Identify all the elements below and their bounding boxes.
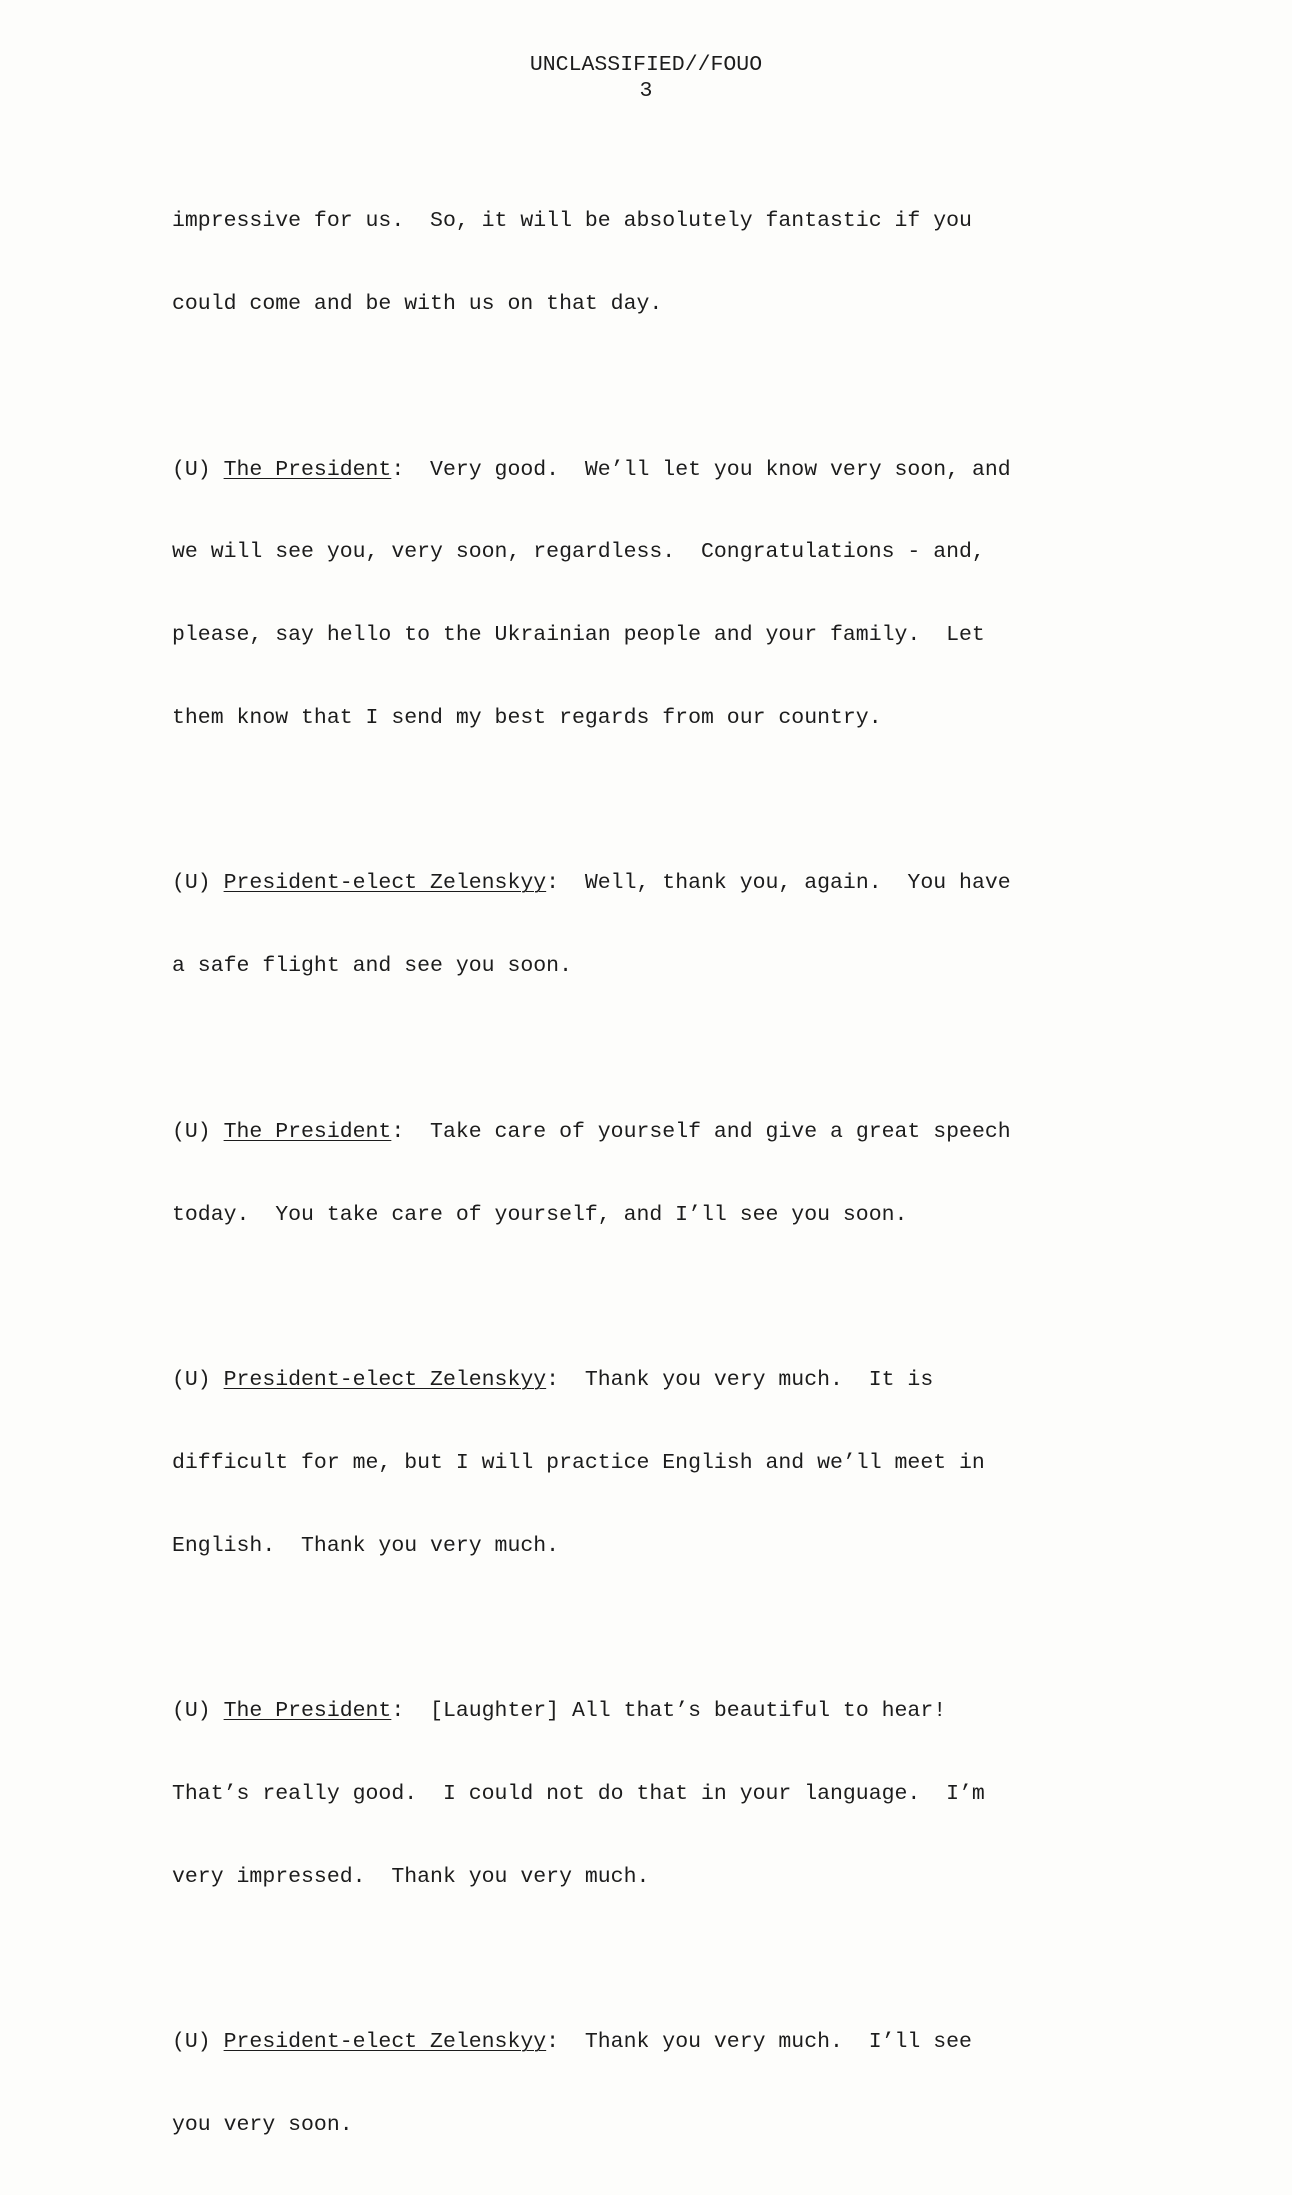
text-line: difficult for me, but I will practice English and we’ll meet in (172, 1450, 985, 1475)
utterance-start: : [Laughter] All that’s beautiful to hear! (391, 1699, 947, 1724)
utterance-start: : Take care of yourself and give a great speech (391, 1119, 1011, 1144)
utterance-start: : Very good. We’ll let you know very soon, and (391, 457, 1011, 482)
transcript-paragraph (172, 401, 1172, 787)
text-line: very impressed. Thank you very much. (172, 1864, 650, 1889)
first-line (172, 1367, 1172, 1395)
utterance-start: : Thank you very much. I’ll see (546, 2030, 972, 2055)
transcript-paragraph (172, 1974, 1172, 2195)
text-line: today. You take care of yourself, and I’ll see you soon. (172, 1202, 908, 1227)
text-line: we will see you, very soon, regardless. Congratulations - and, (172, 540, 985, 565)
text-line: a safe flight and see you soon. (172, 954, 572, 979)
transcript-paragraph (172, 1643, 1172, 1947)
text-line: That’s really good. I could not do that in your language. I’m (172, 1782, 985, 1807)
text-line: could come and be with us on that day. (172, 291, 663, 316)
transcript-body (172, 153, 1172, 2195)
utterance-start: : Thank you very much. It is (546, 1368, 934, 1393)
classification-tag: (U) (172, 457, 224, 482)
text-line: you very soon. (172, 2113, 353, 2138)
first-line (172, 870, 1172, 898)
first-line (172, 2029, 1172, 2057)
speaker-name: President-elect Zelenskyy (223, 871, 547, 896)
classification-tag: (U) (172, 1699, 224, 1724)
first-line (172, 1119, 1172, 1147)
text-line: impressive for us. So, it will be absolutely fantastic if you (172, 209, 972, 234)
text-line: please, say hello to the Ukrainian people and your family. Let (172, 623, 985, 648)
speaker-name: The President (223, 457, 392, 482)
transcript-paragraph-continuation (172, 153, 1172, 374)
speaker-name: President-elect Zelenskyy (223, 2030, 547, 2055)
classification-tag: (U) (172, 2030, 224, 2055)
page-header (0, 52, 1292, 104)
classification-marking: UNCLASSIFIED//FOUO (529, 53, 763, 77)
utterance-start: : Well, thank you, again. You have (546, 871, 1011, 896)
classification-tag: (U) (172, 1119, 224, 1144)
text-line: them know that I send my best regards from our country. (172, 705, 882, 730)
classification-tag: (U) (172, 871, 224, 896)
speaker-name: President-elect Zelenskyy (223, 1368, 547, 1393)
speaker-name: The President (223, 1699, 392, 1724)
transcript-paragraph (172, 1312, 1172, 1616)
first-line (172, 1698, 1172, 1726)
transcript-paragraph (172, 1064, 1172, 1285)
first-line (172, 457, 1172, 485)
classification-tag: (U) (172, 1368, 224, 1393)
page-number: 3 (639, 79, 653, 103)
text-line: English. Thank you very much. (172, 1533, 560, 1558)
speaker-name: The President (223, 1119, 392, 1144)
transcript-paragraph (172, 815, 1172, 1036)
